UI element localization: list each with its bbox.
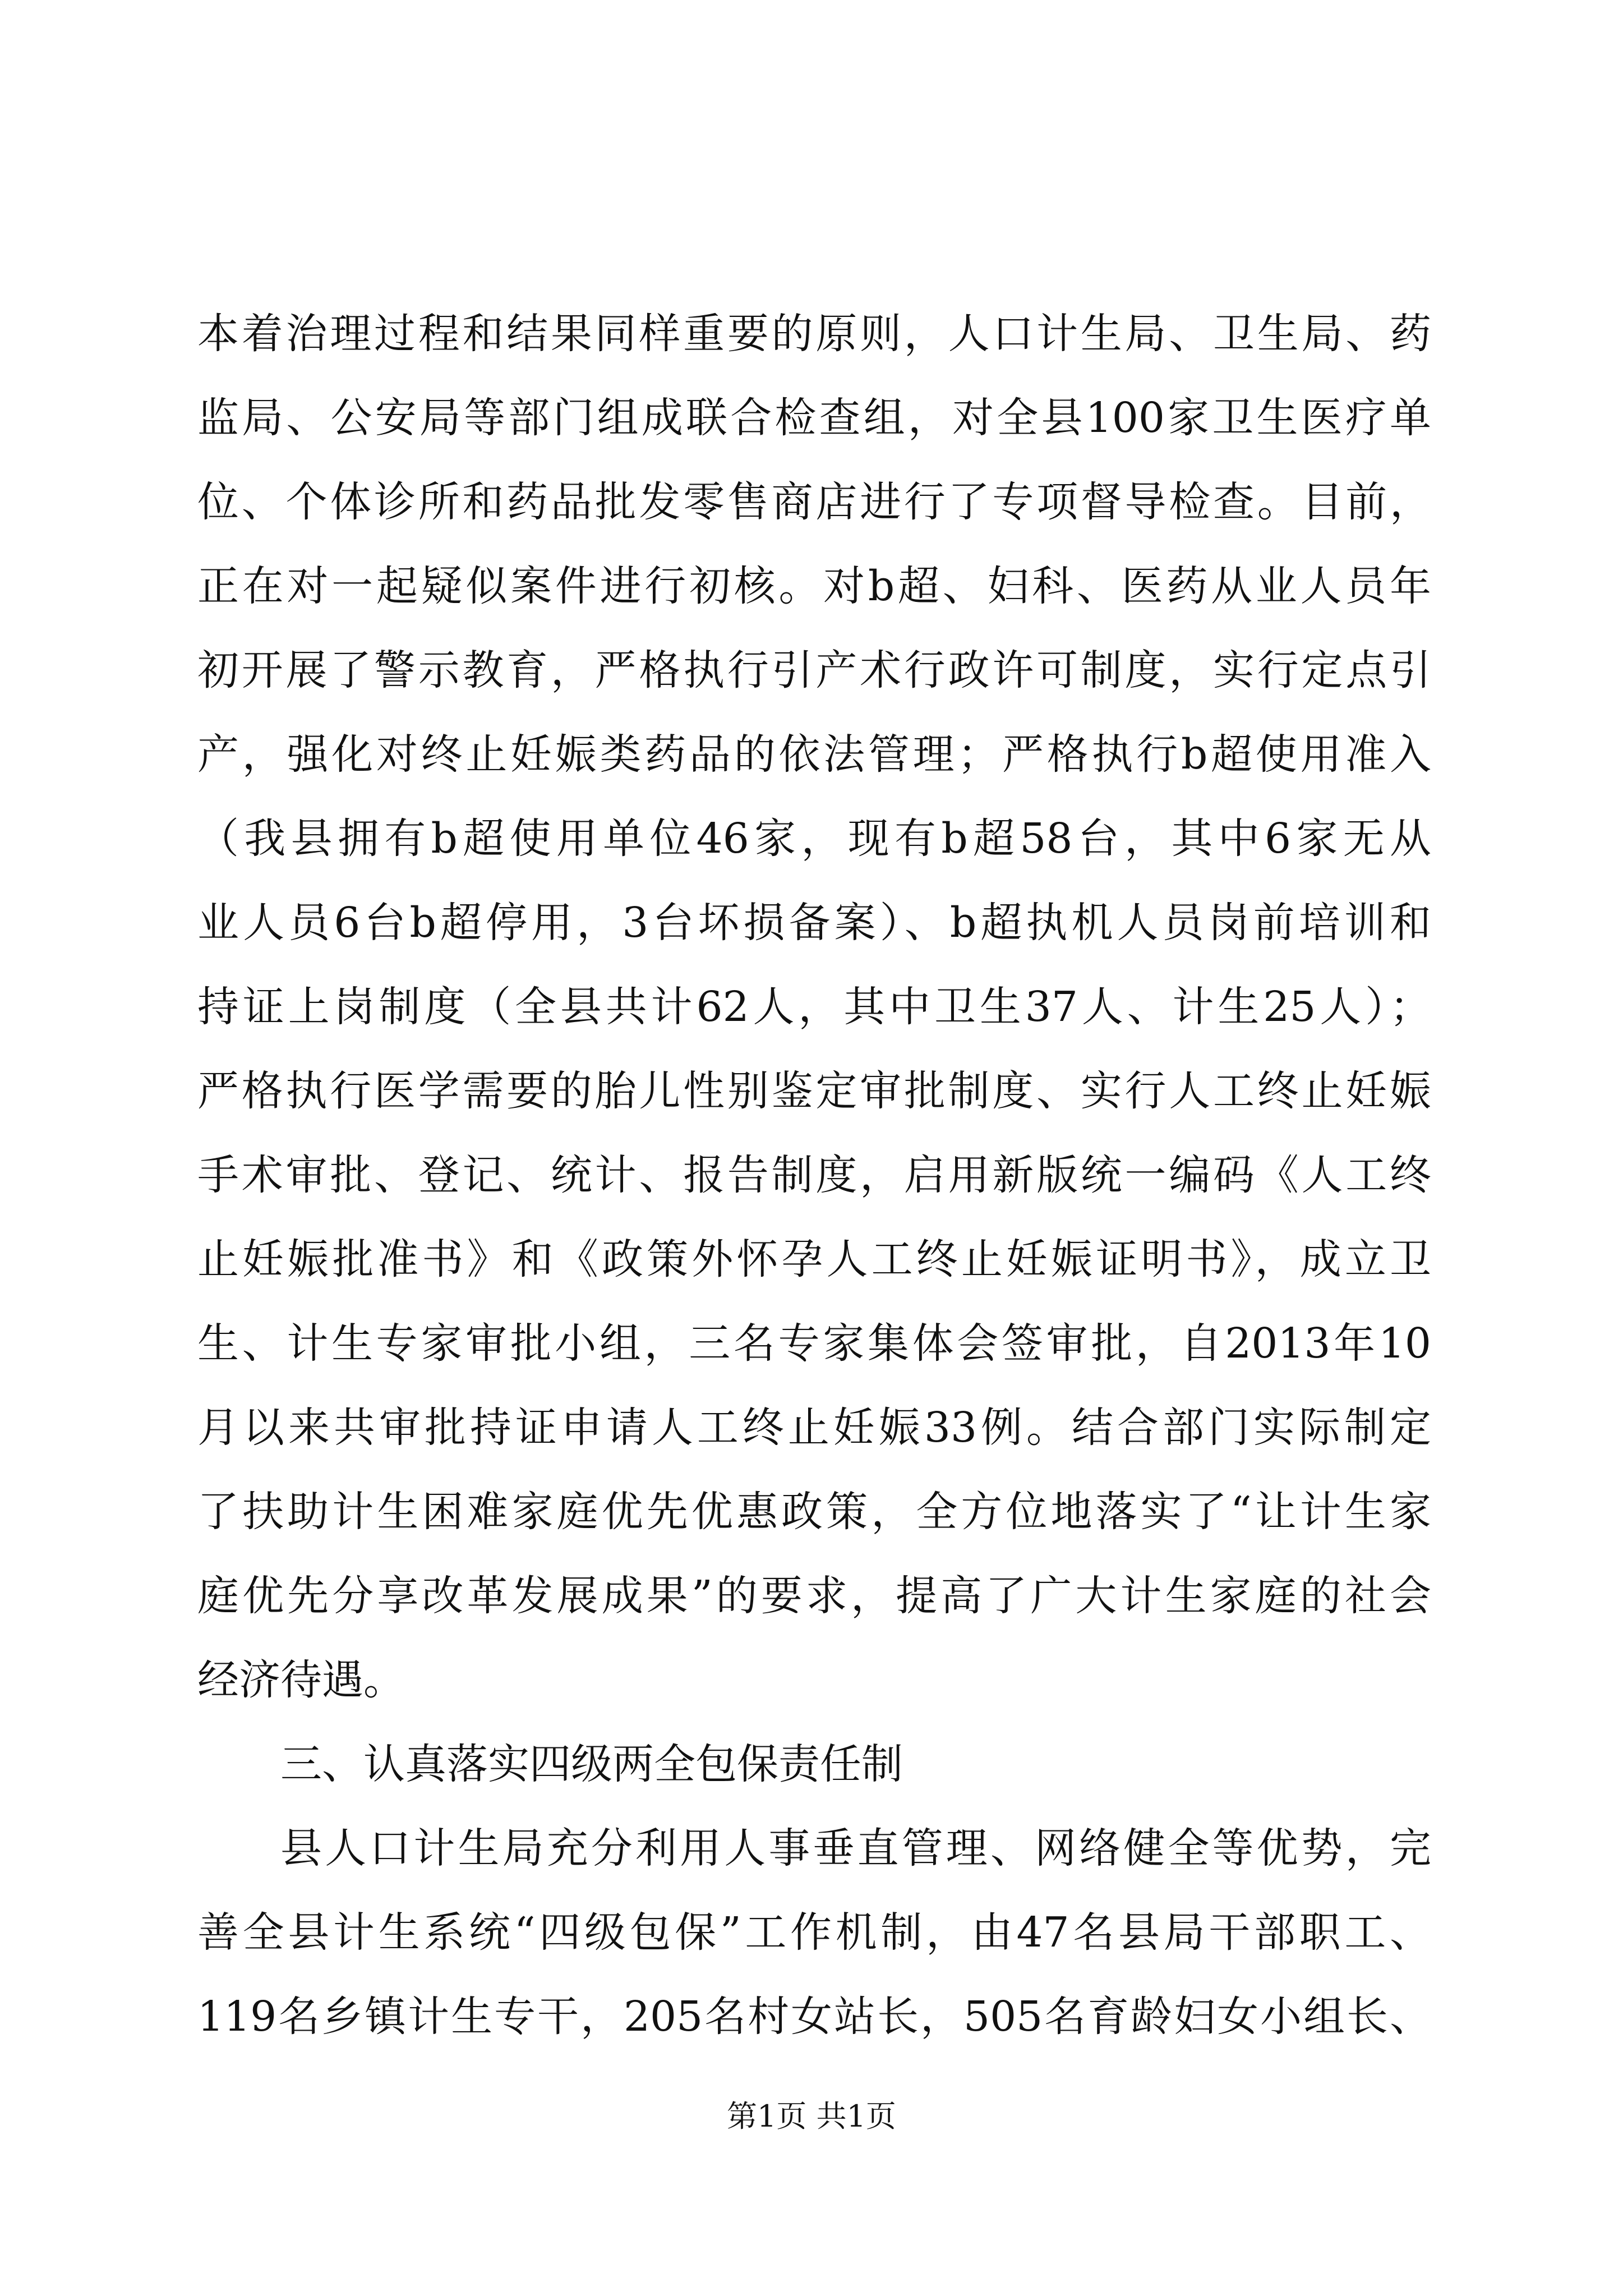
paragraph-line: 月以来共审批持证申请人工终止妊娠33例。结合部门实际制定	[197, 1404, 1431, 1452]
paragraph-line: 善全县计生系统“四级包保”工作机制，由47名县局干部职工、	[197, 1908, 1431, 1957]
paragraph-line: 生、计生专家审批小组，三名专家集体会签审批，自2013年10	[197, 1319, 1431, 1368]
paragraph-line: 产，强化对终止妊娠类药品的依法管理；严格执行b超使用准入	[197, 730, 1431, 779]
paragraph-line: 监局、公安局等部门组成联合检查组，对全县100家卫生医疗单	[197, 394, 1431, 442]
page-footer: 第1页 共1页	[727, 2099, 896, 2134]
paragraph-line: 庭优先分享改革发展成果”的要求，提高了广大计生家庭的社会	[197, 1572, 1431, 1620]
paragraph-line: 经济待遇。	[197, 1656, 405, 1704]
document-body	[197, 292, 1431, 2059]
paragraph-line: 持证上岗制度（全县共计62人，其中卫生37人、计生25人）；	[197, 983, 1431, 1031]
paragraph-line: 正在对一起疑似案件进行初核。对b超、妇科、医药从业人员年	[197, 562, 1431, 610]
paragraph-line: 县人口计生局充分利用人事垂直管理、网络健全等优势，完	[280, 1824, 1431, 1872]
paragraph-line: 业人员6台b超停用，3台坏损备案）、b超执机人员岗前培训和	[197, 899, 1431, 947]
paragraph-line: 本着治理过程和结果同样重要的原则，人口计生局、卫生局、药	[197, 310, 1431, 358]
paragraph-line: 位、个体诊所和药品批发零售商店进行了专项督导检查。目前，	[197, 478, 1431, 526]
section-heading: 三、认真落实四级两全包保责任制	[280, 1740, 903, 1788]
paragraph-line: （我县拥有b超使用单位46家，现有b超58台，其中6家无从	[197, 815, 1431, 863]
paragraph-line: 初开展了警示教育，严格执行引产术行政许可制度，实行定点引	[197, 646, 1431, 694]
paragraph-line: 119名乡镇计生专干，205名村女站长，505名育龄妇女小组长、	[197, 1993, 1431, 2041]
paragraph-line: 了扶助计生困难家庭优先优惠政策，全方位地落实了“让计生家	[197, 1488, 1431, 1536]
paragraph-line: 严格执行医学需要的胎儿性别鉴定审批制度、实行人工终止妊娠	[197, 1067, 1431, 1115]
paragraph-line: 手术审批、登记、统计、报告制度，启用新版统一编码《人工终	[197, 1151, 1431, 1199]
paragraph-line: 止妊娠批准书》和《政策外怀孕人工终止妊娠证明书》，成立卫	[197, 1235, 1431, 1283]
